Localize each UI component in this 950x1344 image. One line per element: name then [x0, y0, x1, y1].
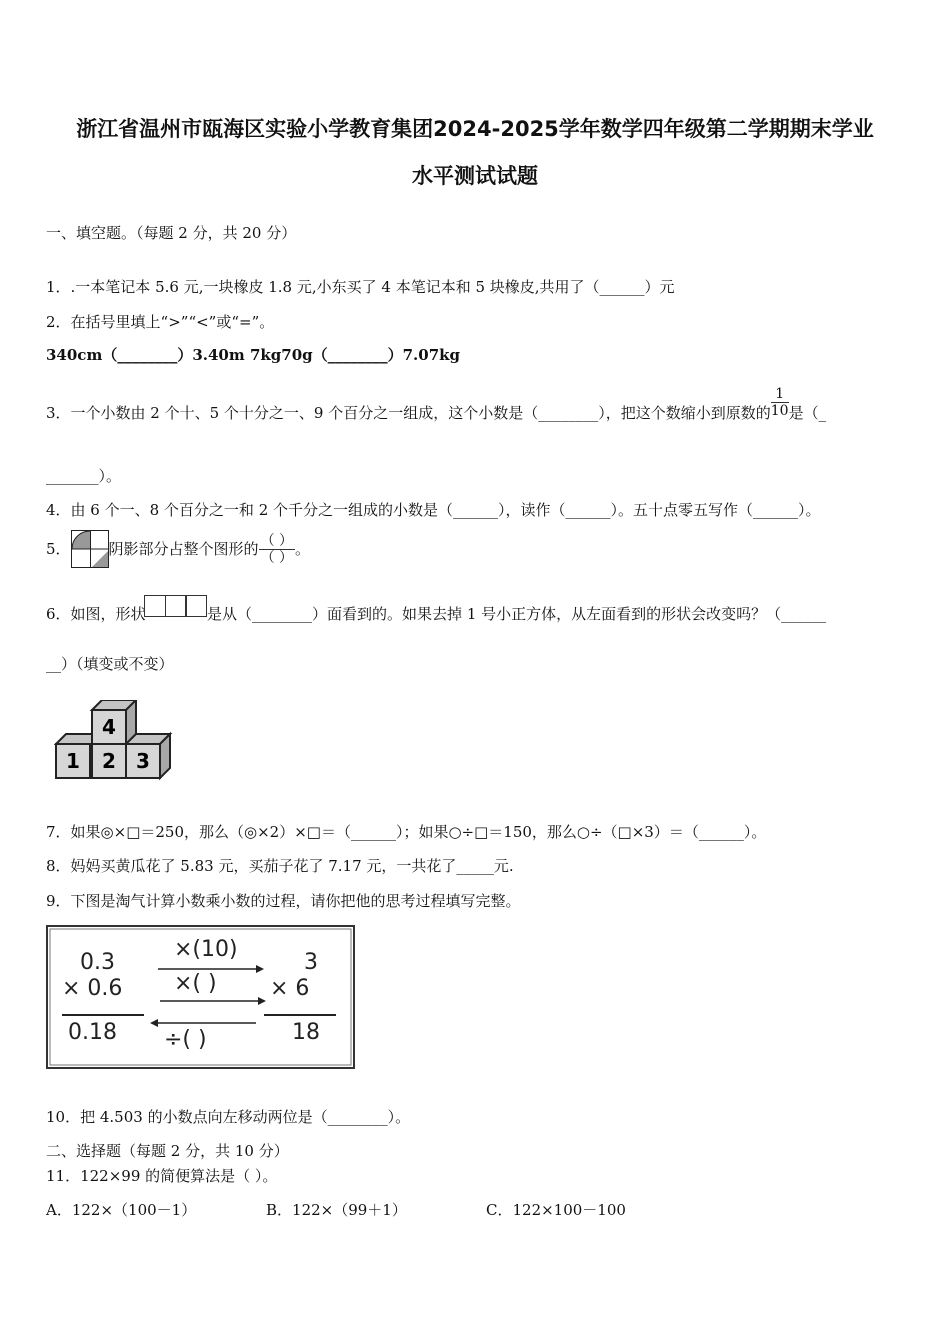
left-factor-b: × 0.6: [62, 976, 123, 1001]
option-a[interactable]: A．122×（100－1）: [46, 1201, 197, 1219]
page-title-line2: 水平测试试题: [412, 164, 538, 188]
right-factor-a: 3: [304, 950, 318, 975]
cube-stack-figure: [54, 700, 184, 790]
question-4: 4．由 6 个一、8 个百分之一和 2 个千分之一组成的小数是（______），读作（______）。五十点零五写作（______）。: [46, 501, 821, 519]
question-5: [46, 530, 310, 570]
question-3: [46, 385, 827, 423]
question-5-text: 阴影部分占整个图形的: [108, 540, 259, 558]
cube-label-4: 4: [102, 715, 116, 739]
cube-label-1: 1: [66, 749, 80, 773]
arrow-label-times-10: ×(10): [174, 937, 238, 962]
arrow-label-times-blank: ×( ): [174, 971, 217, 996]
fraction-blank-numerator: （ ）: [260, 532, 294, 549]
question-6: [46, 604, 826, 624]
left-factor-a: 0.3: [80, 950, 115, 975]
question-3-text-b: 是（_: [788, 404, 827, 422]
cube-label-3: 3: [136, 749, 150, 773]
fraction-numerator: 1: [771, 386, 789, 403]
question-6-text-b: 是从（________）面看到的。如果去掉 1 号小正方体，从左面看到的形状会改变吗？（______: [207, 605, 827, 623]
arrow-label-divide-blank: ÷( ): [164, 1027, 207, 1052]
section-fill-blank: 一、填空题。（每题 2 分，共 20 分）: [46, 224, 297, 242]
section-choice: 二、选择题（每题 2 分，共 10 分）: [46, 1142, 289, 1160]
fraction-denominator: 10: [770, 402, 789, 419]
question-11: 11．122×99 的简便算法是（ ）。: [46, 1167, 278, 1185]
cube-label-2: 2: [102, 749, 116, 773]
question-5-fraction: [259, 533, 295, 566]
question-5-number: 5．: [46, 540, 71, 558]
right-product: 18: [292, 1020, 320, 1045]
question-10: 10．把 4.503 的小数点向左移动两位是（________）。: [46, 1108, 411, 1126]
question-5-end: 。: [295, 540, 311, 558]
question-2: 2．在括号里填上“>”“<”或“=”。: [46, 313, 275, 331]
right-factor-b: × 6: [270, 976, 310, 1001]
question-3-text: 3．一个小数由 2 个十、5 个十分之一、9 个百分之一组成，这个小数是（________），把这个数缩小到原数的: [46, 404, 771, 422]
three-square-shape-icon: [146, 595, 208, 622]
decimal-multiplication-figure: [46, 925, 356, 1070]
option-b[interactable]: B．122×（99＋1）: [266, 1201, 407, 1219]
question-3-continued: _______）。: [46, 467, 122, 485]
question-2-line: 340cm（________）3.40m 7kg70g（________）7.07kg: [46, 346, 461, 364]
fraction-blank-denominator: （ ）: [260, 549, 294, 566]
question-8: 8．妈妈买黄瓜花了 5.83 元，买茄子花了 7.17 元，一共花了_____元.: [46, 857, 514, 875]
question-9: 9．下图是淘气计算小数乘小数的过程，请你把他的思考过程填写完整。: [46, 892, 521, 910]
option-c[interactable]: C．122×100－100: [486, 1201, 626, 1219]
question-1: 1．.一本笔记本 5.6 元,一块橡皮 1.8 元,小东买了 4 本笔记本和 5 块橡皮,共用了（______）元: [46, 278, 675, 296]
question-7: 7．如果◎×□＝250，那么（◎×2）×□＝（______）；如果○÷□＝150，那么○÷（□×3）＝（______）。: [46, 823, 767, 841]
page-title: 浙江省温州市瓯海区实验小学教育集团2024-2025学年数学四年级第二学期期末学业: [76, 117, 874, 141]
question-6-text-a: 6．如图，形状: [46, 605, 146, 623]
fraction-one-tenth: [771, 386, 789, 419]
question-6-continued: __）（填变或不变）: [46, 655, 174, 673]
shaded-square-icon: [71, 530, 109, 568]
left-product: 0.18: [68, 1020, 117, 1045]
